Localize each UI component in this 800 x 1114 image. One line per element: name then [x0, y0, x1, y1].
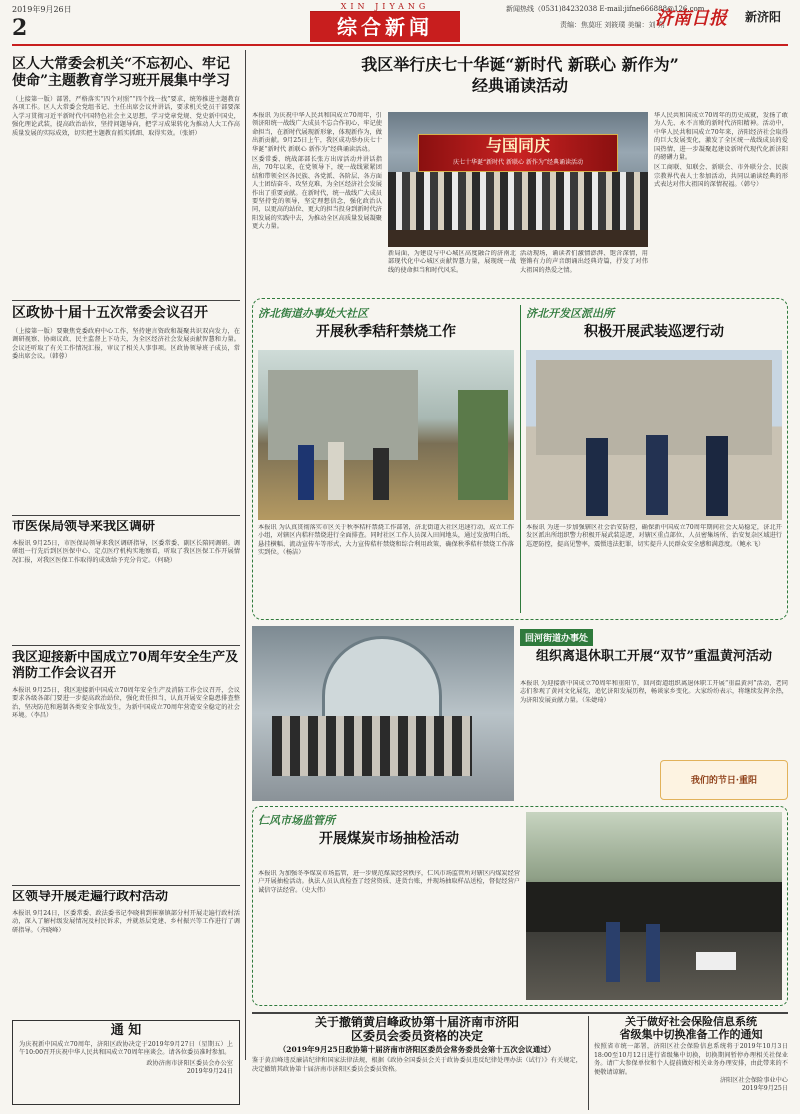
inspector-figure	[606, 922, 620, 982]
police-body-text: 本报讯 为进一步加强辖区社会治安防控，确保新中国成立70周年期间社会大局稳定，济北开发区派出所组织警力积极开展武装巡逻，对辖区重点部位、人员密集场所、治安复杂区域进行巡逻防控，提高见警率，震慑违法犯罪，切实提升人民群众安全感和满意度。（鲍永飞）	[526, 524, 782, 548]
lead-photo-group	[388, 112, 648, 247]
divider	[12, 885, 240, 886]
elderly-body-text: 本报讯 为迎接新中国成立70周年和重阳节，回河街道组织离退休职工开展“重温黄河”活动，老同志们参观了黄河文化展览，追忆济阳发展历程，畅谈家乡变化。大家纷纷表示，将继续发挥余热，为济阳发展贡献力量。（朱婕琦）	[520, 680, 788, 704]
lead-body-para3: 新局面，为建设与中心城区高度融合的济南北部现代化中心城区贡献智慧力量，展现统一战线的使命担当和时代风采。	[388, 250, 516, 274]
straw-body	[258, 524, 514, 614]
ss-date: 2019年9月25日	[741, 1085, 788, 1093]
person-figure	[328, 442, 344, 500]
person-figure	[373, 448, 389, 500]
lead-body-col2	[388, 250, 516, 290]
elderly-kicker: 回河街道办事处	[520, 629, 593, 646]
article-medical-insurance	[12, 520, 240, 640]
page-number: 2	[12, 15, 28, 41]
article-headline: 市医保局领导来我区调研	[12, 520, 156, 534]
ss-title-line1: 关于做好社会保险信息系统	[625, 1016, 757, 1028]
straw-body-text: 本报讯 为认真贯彻落实市区关于秋季秸秆禁烧工作部署，济北街道大社区迅速行动，成立工作小组，对辖区内秸秆禁烧进行全面排查。同时社区工作人员深入田间地头，通过发放明白纸、悬挂横幅、流动宣传车等形式，大力宣传秸秆禁烧和综合利用政策，确保秋季秸秆禁烧工作落实到位。（杨洁）	[258, 524, 514, 557]
article-npc-study	[12, 56, 240, 296]
issue-date: 2019年9月26日	[12, 5, 72, 14]
police-header	[526, 305, 782, 345]
decision-body: 鉴于黄启峰违反廉洁纪律和国家法律法规，根据《政协全国委员会关于政协委员违反纪律处理办法（试行）》有关规定，决定撤销其政协第十届济南市济阳区委员会委员资格。	[252, 1057, 582, 1073]
notice-date: 2019年9月24日	[186, 1068, 233, 1076]
ss-signer: 济阳区社会保险事业中心	[719, 1076, 788, 1084]
chongyang-badge: 我们的节日·重阳	[660, 760, 788, 800]
bottom-divider	[588, 1016, 589, 1110]
article-headline: 区人大常委会机关“不忘初心、牢记使命”主题教育学习班开展集中学习	[12, 56, 231, 89]
elderly-headline: 组织离退休职工开展“双节”重温黄河活动	[536, 649, 772, 664]
lead-body-para6: 区工商联、知联会、新联会、市外联分会、民族宗教界代表人士参加活动，共同以诵读经典的形式表达对伟大祖国的深情祝福。（韩兮）	[654, 164, 788, 189]
ss-body: 按照省市统一部署，济阳区社会保险信息系统将于2019年10月3日18:00至10月12日进行省级集中切换，切换期间暂停办理相关社保业务。请广大参保单位和个人提前做好相关业务办理安排，由此带来的不便敬请谅解。	[594, 1043, 788, 1076]
article-safety-meeting	[12, 650, 240, 880]
straw-headline: 开展秋季秸秆禁烧工作	[316, 324, 456, 340]
green-shrubs	[458, 390, 508, 500]
police-officer	[706, 436, 728, 516]
decision-title-line2: 区委员会委员资格的决定	[350, 1028, 483, 1043]
inspector-figure	[646, 924, 660, 982]
article-cppcc-meeting	[12, 305, 240, 510]
section-title: 综合新闻	[310, 12, 460, 42]
article-headline: 区领导开展走遍行政村活动	[12, 890, 169, 904]
notice-signer: 政协济南市济阳区委员会办公室	[146, 1059, 233, 1067]
article-village-visit	[12, 890, 240, 1015]
decision-subtitle: （2019年9月25日政协第十届济南市济阳区委员会常务委员会第十五次会议通过）	[278, 1044, 556, 1054]
lead-headline-line2: 经典诵读活动	[471, 76, 568, 96]
hotline: 新闻热线（0531)84232038 E-mail:jifne666888@126.com	[506, 5, 705, 13]
police-photo	[526, 350, 782, 520]
stage-backdrop	[418, 134, 618, 172]
person-figure	[298, 445, 314, 500]
ss-title-line2: 省级集中切换准备工作的通知	[619, 1027, 763, 1041]
exhibition-photo	[252, 626, 514, 801]
backdrop-subtitle: 庆七十华诞“新时代 新联心 新作为”经典诵读活动	[453, 159, 583, 166]
notice-box	[12, 1020, 240, 1105]
social-security-notice	[594, 1016, 788, 1110]
police-body	[526, 524, 782, 614]
lead-body-para5: 华人民共和国成立70周年的历史成就，发扬了敢为人先、永不言败的新时代济阳精神。活动中，中华人民共和国成立70年来，济阳经济社会取得的巨大发展变化，激发了全区统一战线成员的爱国热情，进一步凝聚起建设新时代现代化新济阳的磅礴力量。	[654, 112, 788, 162]
bottom-rule	[252, 1012, 788, 1014]
stage-floor	[388, 230, 648, 247]
notice-title: 通 知	[110, 1023, 142, 1038]
sample-bags	[696, 952, 736, 970]
police-officer	[646, 435, 668, 515]
police-headline: 积极开展武装巡逻行动	[584, 324, 724, 340]
police-officer	[586, 438, 608, 516]
decision-title-line1: 关于撤销黄启峰政协第十届济南市济阳	[314, 1016, 519, 1029]
lead-body-para1: 本报讯 为庆祝中华人民共和国成立70周年，引领济阳统一战线广大成员不忘合作初心，牢记使命担当，在新时代展现新形象，体现新作为，做出新贡献。9月25日上午，我区成功举办庆七十华诞“新时代 新联心 新作为”经典诵读活动。	[252, 112, 382, 153]
article-body: （上接第一版）部署，严格落实“四个对照”“四个找一找”要求，统筹推进主题教育各项工作。区人大常委会党组书记、主任出席会议并讲话，要求机关党员干部要深入学习贯彻习近平新时代中国特色社会主义思想，学习党章党规、党史新中国史，强化理论武装，提高政治站位，坚持问题导向，把学习成果转化为推动人大工作高质量发展的实际成效，切实把主题教育抓实抓细、取得实效。（张妍）	[12, 96, 240, 137]
notice-body: 为庆祝新中国成立70周年，济阳区政协决定于2019年9月27日（星期五）上午10:00召开庆祝中华人民共和国成立70周年座谈会。请各位委员准时参加。	[19, 1040, 233, 1057]
coal-header	[258, 812, 520, 862]
divider	[12, 300, 240, 301]
lead-body-col4	[654, 112, 788, 292]
article-body: 本报讯 9月25日，市医保局领导来我区调研指导，区委常委、副区长陪同调研。调研组一行先后到区医保中心、定点医疗机构实地察看，听取了我区医保工作开展情况汇报，对我区医保工作取得的成效给予充分肯定。（何晓）	[12, 539, 240, 564]
coal-body	[258, 870, 520, 1000]
article-headline: 我区迎接新中国成立70周年安全生产及消防工作会议召开	[12, 650, 239, 681]
elderly-header	[520, 626, 788, 676]
masthead-rule	[12, 44, 788, 46]
coal-body-text: 本报讯 为加强冬季煤炭市场监管，进一步规范煤炭经营秩序，仁风市场监管所对辖区内煤炭经营户开展抽检活动。执法人员认真检查了经营资质、进货台账，并现场抽取样品送检，督促经营户诚信守法经营。（史大伟）	[258, 870, 520, 894]
editors-credit: 责编：焦莫旺 刘筱璞 美编：刘 朔	[560, 21, 665, 29]
lead-body-para2: 区委常委、统战部部长张方出席活动并讲话指出，70年以来，在党领导下，统一战线紧紧团结和带领全区各民族、各党派、各阶层、各方面人士团结奋斗、攻坚克难，为全区经济社会发展作出了重要贡献。在新时代，统一战线广大成员要坚持党的领导，坚定理想信念，强化政治认同，以更高的站位、更大的担当投身到新时代济阳发展的实践中去，为推动全区高质量发展凝聚更大力量。	[252, 156, 382, 231]
divider	[12, 645, 240, 646]
section-pinyin: XIN JIYANG	[310, 2, 460, 12]
community-divider	[520, 305, 521, 613]
straw-kicker: 济北街道办事处大社区	[258, 307, 368, 320]
newspaper-sub-logo: 新济阳	[745, 10, 782, 24]
coal-headline: 开展煤炭市场抽检活动	[319, 831, 459, 847]
visitors-group	[272, 716, 472, 776]
lead-headline-line1: 我区举行庆七十华诞“新时代 新联心 新作为”	[361, 56, 679, 74]
masthead	[0, 0, 800, 44]
decision-article	[252, 1016, 582, 1110]
police-kicker: 济北开发区派出所	[526, 307, 614, 320]
elderly-body	[520, 680, 788, 760]
coal-photo	[526, 812, 782, 1000]
lead-body-col1	[252, 112, 382, 287]
newspaper-logo: 济南日报	[655, 8, 727, 29]
lead-headline-block	[252, 56, 788, 106]
lead-body-para4: 活动现场，诵读者们激情澎湃、饱含深情，用铿锵有力的声音朗诵出经典诗篇，抒发了对伟大祖国的热爱之情。	[520, 250, 648, 274]
article-body: 本报讯 9月24日，区委常委、政法委书记李晓莉到崔寨镇部分村开展走遍行政村活动，深入了解村级发展情况及村民诉求，并就基层党建、乡村振兴等工作进行了调研指导。（齐晓峰）	[12, 909, 240, 934]
backdrop-title: 与国同庆	[485, 136, 550, 155]
column-divider	[245, 50, 246, 1060]
straw-photo	[258, 350, 514, 520]
article-body: 本报讯 9月25日，我区迎接新中国成立70周年安全生产及消防工作会议召开，会议要求各级各部门要进一步提高政治站位，强化责任担当，认真开展安全隐患排查整治，坚决防范和遏制各类安全事故发生，为新中国成立70周年营造安全稳定的社会环境。（李昌）	[12, 687, 240, 720]
article-headline: 区政协十届十五次常委会议召开	[12, 305, 208, 321]
coal-kicker: 仁风市场监管所	[258, 814, 335, 827]
article-body: （上接第一版）要聚焦党委政府中心工作，坚持建言资政和凝聚共识双向发力，在调研视察、协商议政、民主监督上下功夫，为全区经济社会发展贡献智慧和力量。会议还听取了有关工作情况汇报，审议了相关人事事项。区政协领导班子成员，常委出席会议。（韩蓉）	[12, 328, 240, 361]
lead-body-col3	[520, 250, 648, 290]
divider	[12, 515, 240, 516]
straw-burn-header	[258, 305, 514, 345]
